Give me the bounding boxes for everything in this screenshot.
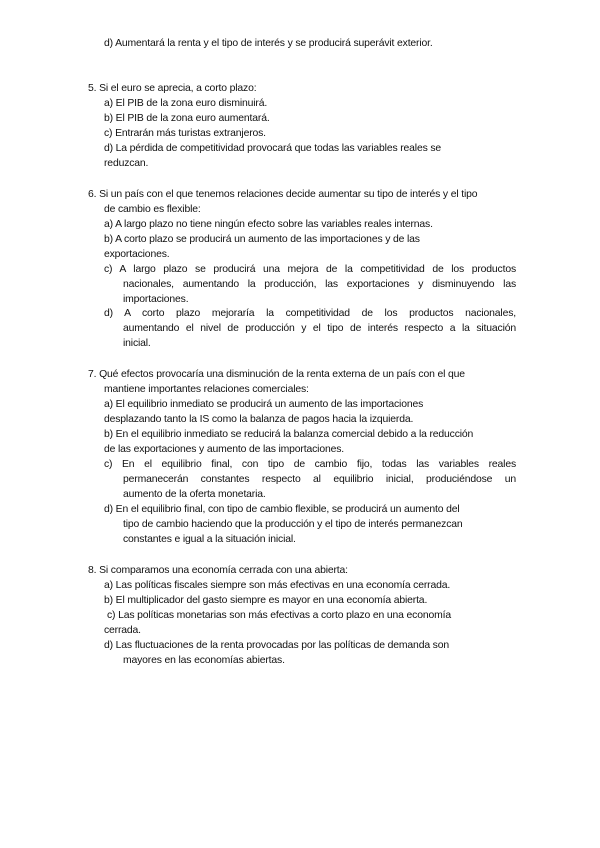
- q8-option-c-line1: c) Las políticas monetarias son más efectivas a corto plazo en una economía: [107, 610, 451, 621]
- q4-option-d: d) Aumentará la renta y el tipo de interés y se producirá superávit exterior.: [104, 38, 433, 49]
- q6-option-d-line1: d) A corto plazo mejoraría la competitividad de los productos nacionales,: [104, 308, 516, 319]
- q8-option-d-line1: d) Las fluctuaciones de la renta provocadas por las políticas de demanda son: [104, 640, 449, 651]
- q8-stem: 8. Si comparamos una economía cerrada con una abierta:: [88, 565, 348, 576]
- q6-option-b-line1: b) A corto plazo se producirá un aumento de las importaciones y de las: [104, 234, 420, 245]
- q5-option-a: a) El PIB de la zona euro disminuirá.: [104, 98, 268, 109]
- q6-option-c-line1: c) A largo plazo se producirá una mejora de la competitividad de los productos: [104, 264, 516, 275]
- q7-option-b-line1: b) En el equilibrio inmediato se reducirá la balanza comercial debido a la reducción: [104, 429, 474, 440]
- q5-stem: 5. Si el euro se aprecia, a corto plazo:: [88, 83, 257, 94]
- q6-stem-line1: 6. Si un país con el que tenemos relaciones decide aumentar su tipo de interés y el tipo: [88, 189, 478, 200]
- q8-option-b: b) El multiplicador del gasto siempre es mayor en una economía abierta.: [104, 595, 428, 606]
- q7-option-d-line1: d) En el equilibrio final, con tipo de cambio flexible, se producirá un aumento del: [104, 504, 460, 515]
- q7-option-b-line2: de las exportaciones y aumento de las importaciones.: [104, 444, 344, 455]
- q8-option-a: a) Las políticas fiscales siempre son más efectivas en una economía cerrada.: [104, 580, 451, 591]
- q7-option-a-line2: desplazando tanto la IS como la balanza de pagos hacia la izquierda.: [104, 414, 414, 425]
- q6-stem-line2: de cambio es flexible:: [104, 204, 201, 215]
- q7-option-d-line3: constantes e igual a la situación inicial.: [123, 534, 296, 545]
- q7-option-c-line2: permanecerán constantes respecto al equilibrio inicial, produciéndose un: [123, 474, 516, 485]
- q5-option-d-line1: d) La pérdida de competitividad provocará que todas las variables reales se: [104, 143, 442, 154]
- q7-stem-line2: mantiene importantes relaciones comerciales:: [104, 384, 309, 395]
- q6-option-d-line3: inicial.: [123, 338, 151, 349]
- q7-stem-line1: 7. Qué efectos provocaría una disminución de la renta externa de un país con el que: [88, 369, 465, 380]
- q6-option-b-line2: exportaciones.: [104, 249, 170, 260]
- q6-option-c-line2: nacionales, aumentando la producción, las exportaciones y disminuyendo las: [123, 279, 516, 290]
- q6-option-c-line3: importaciones.: [123, 294, 189, 305]
- q5-option-c: c) Entrarán más turistas extranjeros.: [104, 128, 266, 139]
- q7-option-d-line2: tipo de cambio haciendo que la producción y el tipo de interés permanezcan: [123, 519, 463, 530]
- q7-option-c-line1: c) En el equilibrio final, con tipo de cambio fijo, todas las variables reales: [104, 459, 516, 470]
- q6-option-d-line2: aumentando el nivel de producción y el tipo de interés respecto a la situación: [123, 323, 516, 334]
- q6-option-a: a) A largo plazo no tiene ningún efecto sobre las variables reales internas.: [104, 219, 433, 230]
- q8-option-d-line2: mayores en las economías abiertas.: [123, 655, 285, 666]
- q7-option-a-line1: a) El equilibrio inmediato se producirá un aumento de las importaciones: [104, 399, 424, 410]
- q5-option-d-line2: reduzcan.: [104, 158, 149, 169]
- q8-option-c-line2: cerrada.: [104, 625, 141, 636]
- q7-option-c-line3: aumento de la oferta monetaria.: [123, 489, 266, 500]
- q5-option-b: b) El PIB de la zona euro aumentará.: [104, 113, 270, 124]
